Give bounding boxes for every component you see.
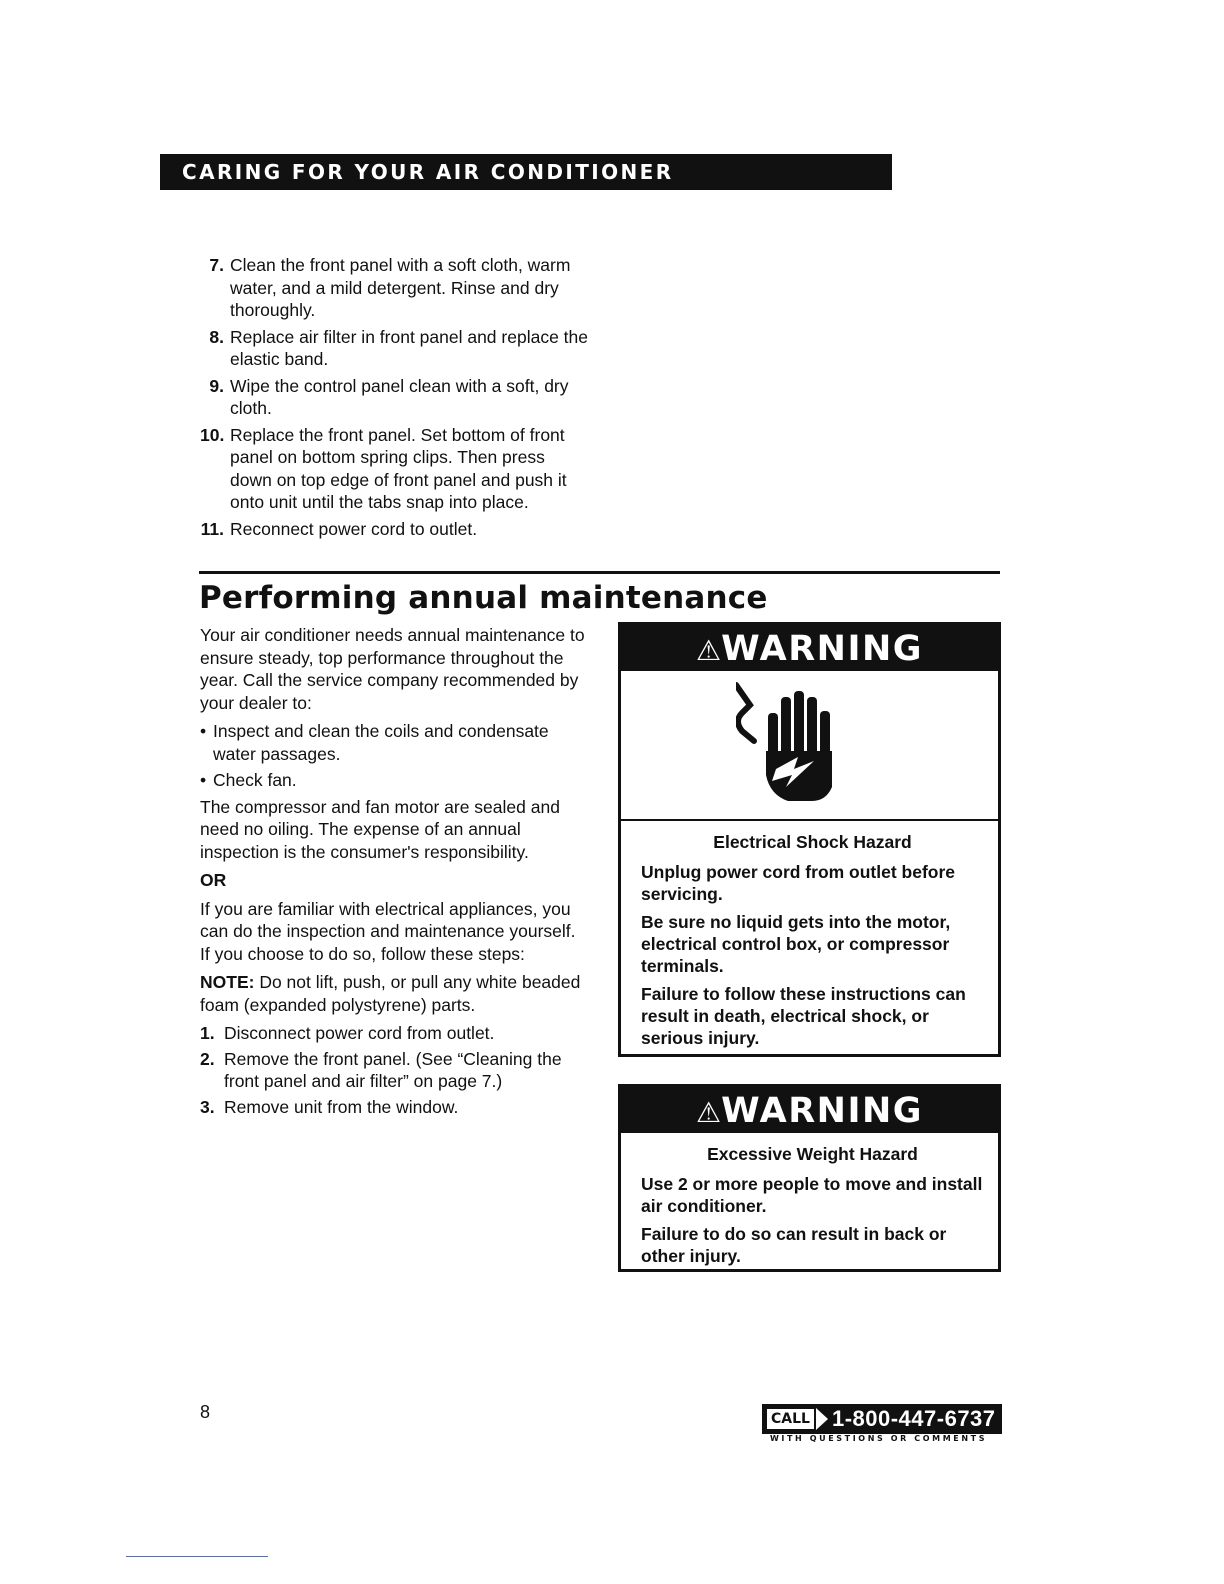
warning-line: Failure to do so can result in back or other injury. bbox=[641, 1224, 947, 1266]
warning-line: Failure to follow these instructions can result in death, electrical shock, or serious injury. bbox=[641, 984, 966, 1048]
step-text: Reconnect power cord to outlet. bbox=[230, 518, 478, 539]
call-tag: CALL bbox=[765, 1407, 816, 1431]
step-text: Remove the front panel. (See “Cleaning the front panel and air filter” on page 7.) bbox=[224, 1048, 562, 1091]
warning-title: WARNING bbox=[721, 629, 923, 669]
list-item bbox=[200, 518, 590, 541]
phone-number[interactable]: 1-800-447-6737 bbox=[831, 1406, 996, 1431]
list-item bbox=[200, 254, 590, 322]
step-text: Clean the front panel with a soft cloth, warm water, and a mild detergent. Rinse and dry thoroughly. bbox=[230, 255, 571, 320]
cleaning-steps-list bbox=[200, 254, 590, 544]
bullet-text: Check fan. bbox=[213, 770, 297, 790]
note-text: Do not lift, push, or pull any white beaded foam (expanded polystyrene) parts. bbox=[200, 972, 581, 1015]
section-divider bbox=[199, 571, 1000, 574]
step-text: Disconnect power cord from outlet. bbox=[224, 1023, 495, 1043]
warning-line: Be sure no liquid gets into the motor, electrical control box, or compressor terminals. bbox=[641, 912, 951, 976]
bullet-text: Inspect and clean the coils and condensate water passages. bbox=[213, 721, 549, 764]
step-text: Replace the front panel. Set bottom of front panel on bottom spring clips. Then press down on top edge of front panel and push it onto unit until the tabs snap into place. bbox=[230, 424, 567, 512]
warning-body bbox=[621, 1133, 998, 1267]
step-number: 10. bbox=[200, 424, 225, 445]
intro-paragraph: Your air conditioner needs annual maintenance to ensure steady, top performance throughout the year. Call the service company recommended by your dealer to: bbox=[200, 625, 585, 713]
section-header: CARING FOR YOUR AIR CONDITIONER bbox=[160, 154, 892, 190]
step-text: Replace air filter in front panel and replace the elastic band. bbox=[230, 326, 588, 369]
list-item bbox=[200, 769, 585, 792]
page-title: Performing annual maintenance bbox=[199, 580, 768, 616]
step-number: 9. bbox=[209, 375, 224, 396]
list-item bbox=[200, 1048, 585, 1093]
step-number: 8. bbox=[209, 326, 224, 347]
page-number: 8 bbox=[200, 1402, 211, 1422]
hazard-title: Electrical Shock Hazard bbox=[713, 832, 912, 852]
warning-title: WARNING bbox=[721, 1091, 923, 1131]
footer-line bbox=[126, 1556, 268, 1557]
step-number: 3. bbox=[200, 1096, 215, 1117]
list-item bbox=[200, 1022, 585, 1045]
step-number: 11. bbox=[200, 518, 224, 539]
step-number: 1. bbox=[200, 1023, 215, 1043]
warning-triangle-icon: ⚠ bbox=[695, 634, 722, 667]
weight-warning-box bbox=[618, 1084, 1001, 1272]
list-item bbox=[200, 326, 590, 371]
list-item bbox=[200, 1096, 585, 1119]
shock-hand-icon bbox=[736, 677, 876, 813]
warning-header bbox=[621, 1087, 998, 1133]
list-item bbox=[200, 424, 590, 514]
shock-icon-area bbox=[621, 671, 998, 821]
call-subtext: WITH QUESTIONS OR COMMENTS bbox=[770, 1434, 988, 1443]
warning-triangle-icon: ⚠ bbox=[695, 1096, 722, 1129]
list-item bbox=[200, 375, 590, 420]
bullet-icon: • bbox=[200, 770, 207, 790]
familiar-paragraph: If you are familiar with electrical appliances, you can do the inspection and maintenance yourself. If you choose to do so, follow these steps: bbox=[200, 898, 576, 964]
maintenance-text-column bbox=[200, 624, 585, 1121]
warning-line: Unplug power cord from outlet before servicing. bbox=[641, 862, 956, 904]
electrical-shock-warning-box bbox=[618, 622, 1001, 1057]
step-text: Wipe the control panel clean with a soft, dry cloth. bbox=[230, 375, 569, 418]
hazard-title: Excessive Weight Hazard bbox=[707, 1144, 918, 1164]
note-label: NOTE: bbox=[200, 972, 255, 992]
step-number: 2. bbox=[200, 1048, 215, 1069]
sealed-paragraph: The compressor and fan motor are sealed and need no oiling. The expense of an annual inspection is the consumer's responsibility. bbox=[200, 796, 560, 862]
warning-body bbox=[621, 821, 998, 1049]
step-number: 7. bbox=[209, 255, 224, 275]
note-paragraph bbox=[200, 971, 585, 1016]
call-banner bbox=[762, 1404, 1002, 1434]
maintenance-steps-list bbox=[200, 1022, 585, 1118]
list-item bbox=[200, 720, 585, 765]
arrow-right-icon bbox=[816, 1408, 828, 1430]
or-label: OR bbox=[200, 870, 227, 890]
bullet-icon: • bbox=[200, 721, 207, 741]
warning-line: Use 2 or more people to move and install air conditioner. bbox=[641, 1174, 983, 1216]
warning-header bbox=[621, 625, 998, 671]
step-text: Remove unit from the window. bbox=[224, 1096, 459, 1117]
